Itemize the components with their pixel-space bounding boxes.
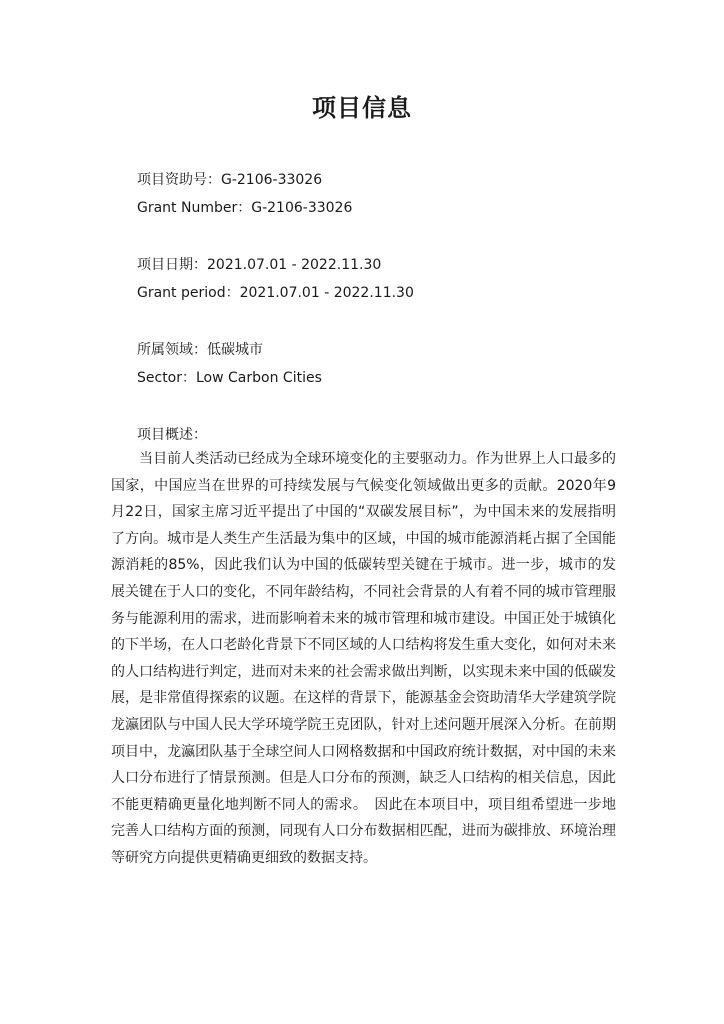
grant-number-cn: 项目资助号：G-2106-33026: [137, 172, 323, 188]
summary-paragraph: 当目前人类活动已经成为全球环境变化的主要驱动力。作为世界上人口最多的国家，中国应当在世界的可持续发展与气候变化领域做出更多的贡献。2020年9月22日，国家主席习近平提出了中国的“双碳发展目标”，为中国未来的发展指明了方向。城市是人类生产生活最为集中的区域，中国的城市能源消耗占据了全国能源消耗的85%，因此我们认为中国的低碳转型关键在于城市。进一步，城市的发展关键在于人口的变化，不同年龄结构，不同社会背景的人有着不同的城市管理服务与能源利用的需求，进而影响着未来的城市管理和城市建设。中国正处于城镇化的下半场，在人口老龄化背景下不同区域的人口结构将发生重大变化，如何对未来的人口结构进行判定，进而对未来的社会需求做出判断，以实现未来中国的低碳发展，是非常值得探索的议题。在这样的背景下，能源基金会资助清华大学建筑学院龙瀛团队与中国人民大学环境学院王克团队，针对上述问题开展深入分析。在前期项目中，龙瀛团队基于全球空间人口网格数据和中国政府统计数据，对中国的未来人口分布进行了情景预测。但是人口分布的预测，缺乏人口结构的相关信息，因此不能更精确更量化地判断不同人的需求。 因此在本项目中，项目组希望进一步地完善人口结构方面的预测，同现有人口分布数据相匹配，进而为碳排放、环境治理等研究方向提供更精确更细致的数据支持。: [111, 451, 616, 866]
sector-cn: 所属领域：低碳城市: [137, 342, 263, 358]
grant-period-cn: 项目日期：2021.07.01 - 2022.11.30: [137, 257, 382, 273]
page-title: 项目信息: [312, 94, 412, 122]
sector-en: Sector：Low Carbon Cities: [137, 370, 322, 386]
grant-number-en: Grant Number：G-2106-33026: [137, 200, 353, 216]
summary-label: 项目概述：: [137, 427, 207, 443]
grant-period-en: Grant period：2021.07.01 - 2022.11.30: [137, 285, 414, 301]
summary-body: [111, 446, 616, 872]
